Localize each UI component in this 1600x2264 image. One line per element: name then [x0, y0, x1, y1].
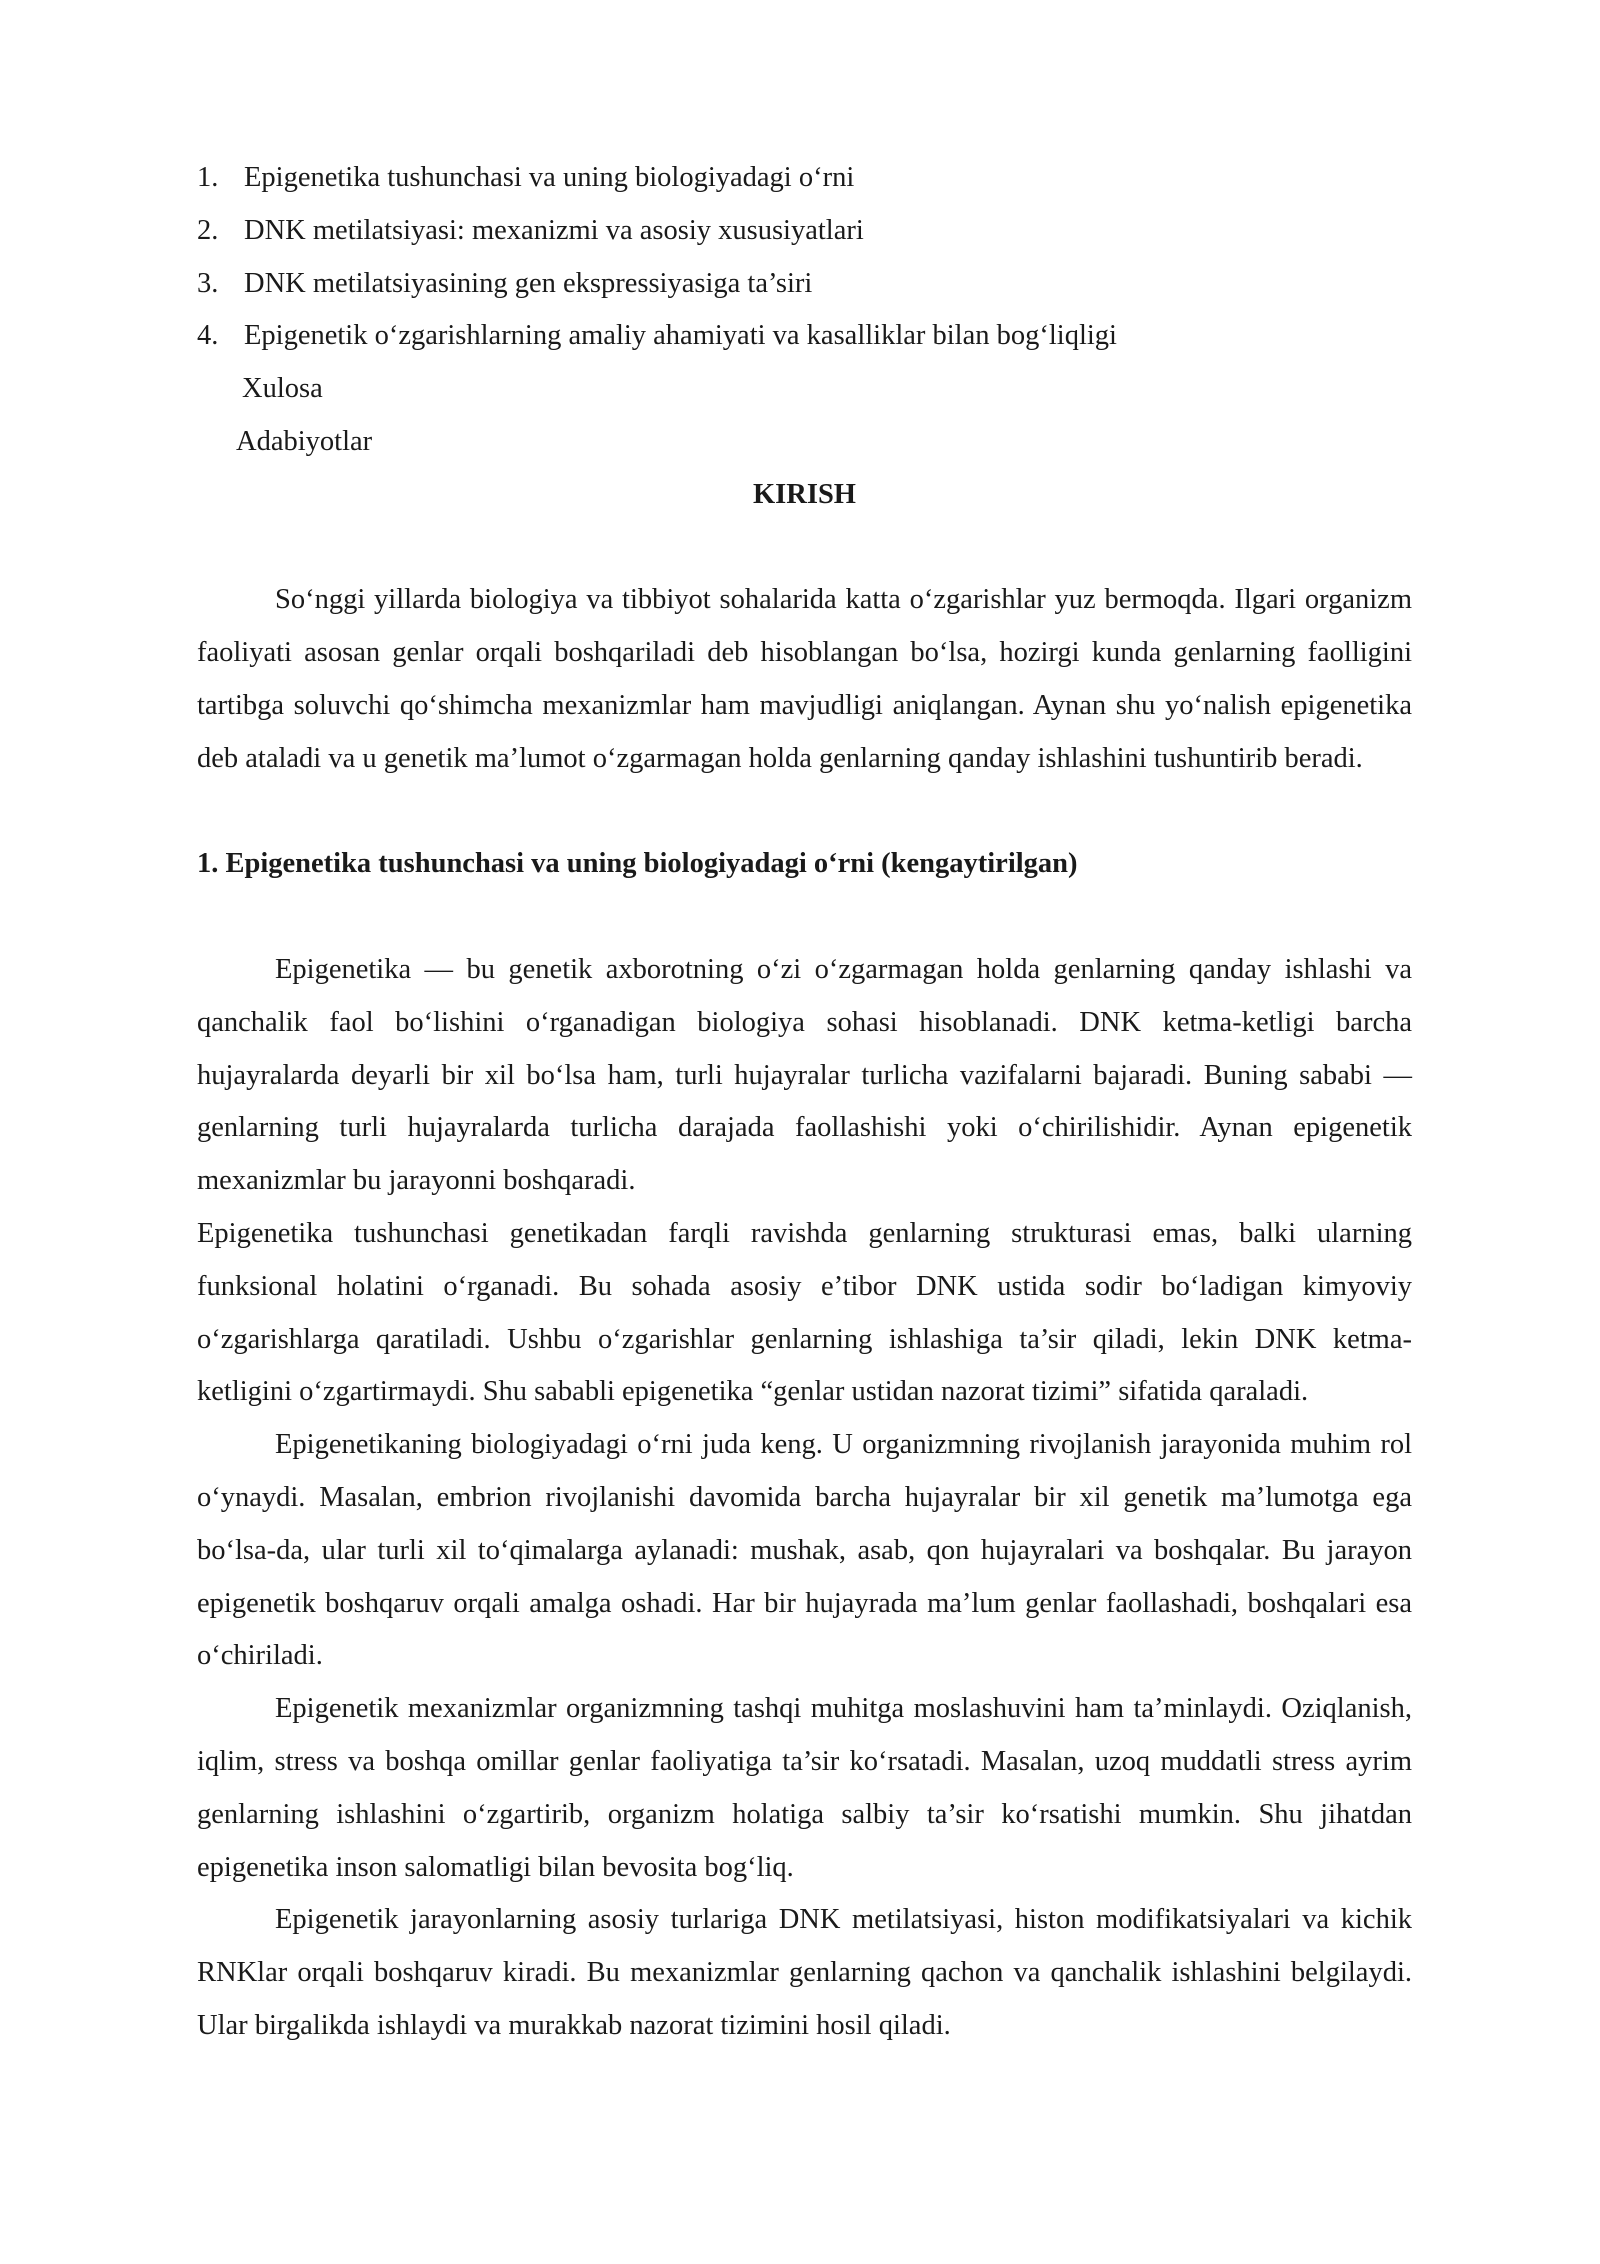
toc-item-conclusion: [197, 363, 1412, 416]
toc-item-text: Epigenetika tushunchasi va uning biologiyadagi o‘rni: [244, 162, 855, 193]
spacer: [197, 522, 1412, 575]
toc-item-number: 4.: [197, 320, 219, 352]
toc-item-3: [197, 258, 1412, 311]
spacer: [197, 891, 1412, 944]
intro-heading: KIRISH: [753, 478, 856, 510]
toc-item-text: DNK metilatsiyasining gen ekspressiyasiga ta’siri: [244, 267, 813, 299]
toc-item-1: [197, 152, 1412, 205]
toc-references-text: Adabiyotlar: [236, 425, 373, 457]
section-1-paragraph-3: Epigenetikaning biologiyadagi o‘rni juda keng. U organizmning rivojlanish jarayonida muhim rol o‘ynaydi. Masalan, embrion rivojlanishi davomida barcha hujayralar bir xil genetik ma’lumotga ega bo‘lsa-da, ular turli xil to‘qimalarga aylanadi: mushak, asab, qon hujayralari va boshqalar. Bu jarayon epigenetik boshqaruv orqali amalga oshadi. Har bir hujayrada ma’lum genlar faollashadi, boshqalari esa o‘chiriladi.: [197, 1429, 1412, 1672]
page-content: [197, 152, 1412, 2053]
section-1-paragraph-5: Epigenetik jarayonlarning asosiy turlariga DNK metilatsiyasi, histon modifikatsiyalari va kichik RNKlar orqali boshqaruv kiradi. Bu mexanizmlar genlarning qachon va qanchalik ishlashini belgilaydi. Ular birgalikda ishlaydi va murakkab nazorat tizimini hosil qiladi.: [197, 1904, 1412, 2041]
toc-item-text: DNK metilatsiyasi: mexanizmi va asosiy xususiyatlari: [244, 214, 864, 246]
spacer: [197, 786, 1412, 839]
toc-item-references: [197, 416, 1412, 469]
toc-item-2: [197, 205, 1412, 258]
section-1-paragraph-1: Epigenetika — bu genetik axborotning o‘zi o‘zgarmagan holda genlarning qanday ishlashi va qanchalik faol bo‘lishini o‘rganadigan biologiya sohasi hisoblanadi. DNK ketma-ketligi barcha hujayralarda deyarli bir xil bo‘lsa ham, turli hujayralar turlicha vazifalarni bajaradi. Buning sababi — genlarning turli hujayralarda turlicha darajada faollashishi yoki o‘chirilishidir. Aynan epigenetik mexanizmlar bu jarayonni boshqaradi.: [197, 953, 1412, 1197]
toc-item-number: 3.: [197, 267, 219, 299]
toc-item-number: 1.: [197, 162, 219, 193]
intro-paragraph: So‘nggi yillarda biologiya va tibbiyot sohalarida katta o‘zgarishlar yuz bermoqda. Ilgari organizm faoliyati asosan genlar orqali boshqariladi deb hisoblangan bo‘lsa, hozirgi kunda genlarning faolligini tartibga soluvchi qo‘shimcha mexanizmlar ham mavjudligi aniqlangan. Aynan shu yo‘nalish epigenetika deb ataladi va u genetik ma’lumot o‘zgarmagan holda genlarning qanday ishlashini tushuntirib beradi.: [197, 584, 1412, 774]
toc-conclusion-text: Xulosa: [242, 373, 323, 405]
toc-item-text: Epigenetik o‘zgarishlarning amaliy ahamiyati va kasalliklar bilan bog‘liqligi: [244, 320, 1117, 352]
section-1-heading: 1. Epigenetika tushunchasi va uning biologiyadagi o‘rni (kengaytirilgan): [197, 848, 1078, 880]
section-1-paragraph-2: Epigenetika tushunchasi genetikadan farqli ravishda genlarning strukturasi emas, balki ularning funksional holatini o‘rganadi. Bu sohada asosiy e’tibor DNK ustida sodir bo‘ladigan kimyoviy o‘zgarishlarga qaratiladi. Ushbu o‘zgarishlar genlarning ishlashiga ta’sir qiladi, lekin DNK ketma-ketligini o‘zgartirmaydi. Shu sababli epigenetika “genlar ustidan nazorat tizimi” sifatida qaraladi.: [197, 1217, 1412, 1408]
toc-item-4: [197, 310, 1412, 363]
toc-item-number: 2.: [197, 214, 219, 246]
table-of-contents: [197, 152, 1412, 469]
section-1-paragraph-4: Epigenetik mexanizmlar organizmning tashqi muhitga moslashuvini ham ta’minlaydi. Oziqlanish, iqlim, stress va boshqa omillar genlar faoliyatiga ta’sir ko‘rsatadi. Masalan, uzoq muddatli stress ayrim genlarning ishlashini o‘zgartirib, organizm holatiga salbiy ta’sir ko‘rsatishi mumkin. Shu jihatdan epigenetika inson salomatligi bilan bevosita bog‘liq.: [197, 1693, 1412, 1883]
